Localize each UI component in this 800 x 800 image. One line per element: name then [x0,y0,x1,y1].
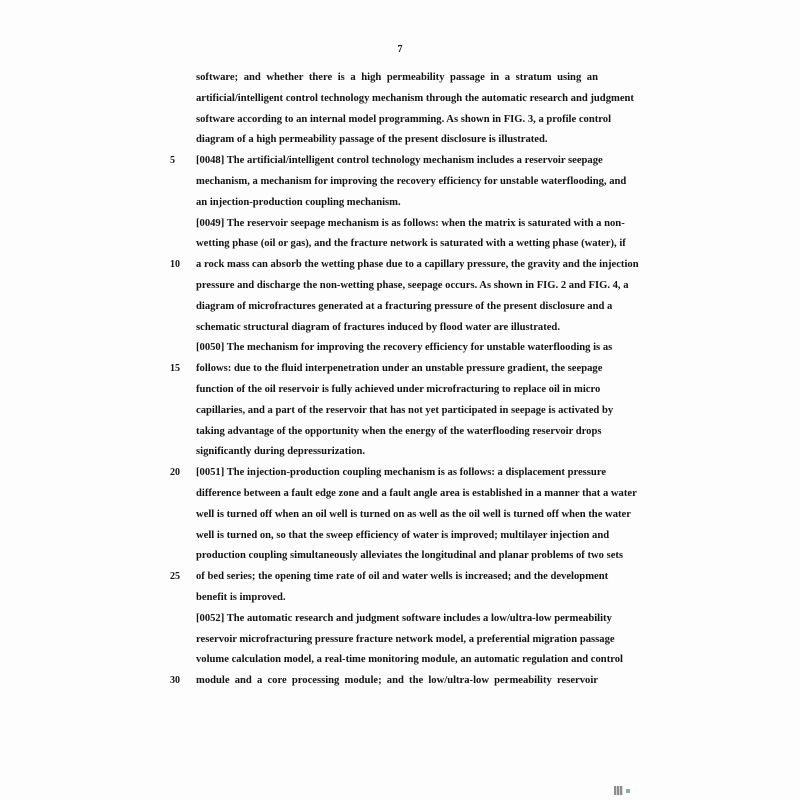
text-line [170,151,603,172]
line-text: well is turned on, so that the sweep efficiency of water is improved; multilayer injection and [196,529,610,541]
text-line [196,68,598,89]
body-text [170,68,639,692]
text-line [196,442,598,463]
text-line [196,546,624,567]
text-line [196,214,625,235]
line-text: mechanism, a mechanism for improving the recovery efficiency for unstable waterflooding, and [196,175,627,187]
text-line [196,630,615,651]
line-number: 15 [170,363,180,375]
line-text: diagram of microfractures generated at a fracturing pressure of the present disclosure and a [196,300,613,312]
line-number: 25 [170,571,180,583]
line-text: software; and whether there is a high permeability passage in a stratum using an [196,72,598,83]
watermark [614,786,630,795]
text-line [170,671,598,692]
text-line [170,255,639,276]
line-number: 30 [170,675,180,687]
line-text: pressure and discharge the non-wetting phase, seepage occurs. As shown in FIG. 2 and FIG. 4, a [196,279,629,291]
line-text: capillaries, and a part of the reservoir that has not yet participated in seepage is activated by [196,404,614,416]
line-text: reservoir microfracturing pressure fracture network model, a preferential migration passage [196,633,615,645]
text-line [196,89,634,110]
line-text: volume calculation model, a real-time monitoring module, an automatic regulation and control [196,654,623,666]
text-line [196,609,612,630]
line-text: [0048] The artificial/intelligent control technology mechanism includes a reservoir seepage [196,155,603,167]
line-number: 20 [170,467,180,479]
line-text: of bed series; the opening time rate of oil and water wells is increased; and the development [196,571,609,583]
text-line [196,130,598,151]
line-text: function of the oil reservoir is fully achieved under microfracturing to replace oil in micro [196,383,601,395]
text-line [196,276,629,297]
line-text: module and a core processing module; and the low/ultra-low permeability reservoir [196,675,598,687]
logo-icon [626,789,630,793]
line-text: software according to an internal model programming. As shown in FIG. 3, a profile control [196,113,612,125]
text-line [196,234,626,255]
qr-code-icon [614,786,623,795]
line-number: 10 [170,259,180,271]
line-text: a rock mass can absorb the wetting phase due to a capillary pressure, the gravity and the injection [196,259,639,271]
text-line [196,172,627,193]
text-line [196,193,598,214]
line-text: production coupling simultaneously alleviates the longitudinal and planar problems of two sets [196,550,624,562]
text-line [170,359,603,380]
text-line [196,338,613,359]
line-text: [0050] The mechanism for improving the recovery efficiency for unstable waterflooding is as [196,342,613,354]
text-line [196,401,614,422]
line-number: 5 [170,155,175,167]
text-line [196,110,612,131]
line-text: well is turned off when an oil well is turned on as well as the oil well is turned off when the water [196,508,631,520]
line-text: artificial/intelligent control technology mechanism through the automatic research and judgment [196,92,634,104]
text-line [196,505,631,526]
text-line [196,318,598,339]
line-text: [0051] The injection-production coupling mechanism is as follows: a displacement pressure [196,467,607,479]
page-number: 7 [397,44,403,55]
line-text: diagram of a high permeability passage of the present disclosure is illustrated. [196,134,548,146]
text-line [196,650,623,671]
line-text: taking advantage of the opportunity when the energy of the waterflooding reservoir drops [196,425,602,437]
line-text: difference between a fault edge zone and a fault angle area is established in a manner that a water [196,487,637,499]
text-line [196,588,598,609]
line-text: benefit is improved. [196,591,286,603]
text-line [196,484,637,505]
text-line [196,297,613,318]
text-line [196,526,610,547]
line-text: schematic structural diagram of fractures induced by flood water are illustrated. [196,321,560,333]
line-text: an injection-production coupling mechanism. [196,196,401,208]
line-text: significantly during depressurization. [196,446,366,458]
text-line [170,567,609,588]
line-text: [0052] The automatic research and judgment software includes a low/ultra-low permeability [196,612,612,624]
text-line [196,380,601,401]
line-text: [0049] The reservoir seepage mechanism is as follows: when the matrix is saturated with a non- [196,217,625,229]
text-line [170,463,607,484]
line-text: wetting phase (oil or gas), and the fracture network is saturated with a wetting phase (water), if [196,238,626,250]
text-line [196,422,602,443]
line-text: follows: due to the fluid interpenetration under an unstable pressure gradient, the seepage [196,363,603,375]
